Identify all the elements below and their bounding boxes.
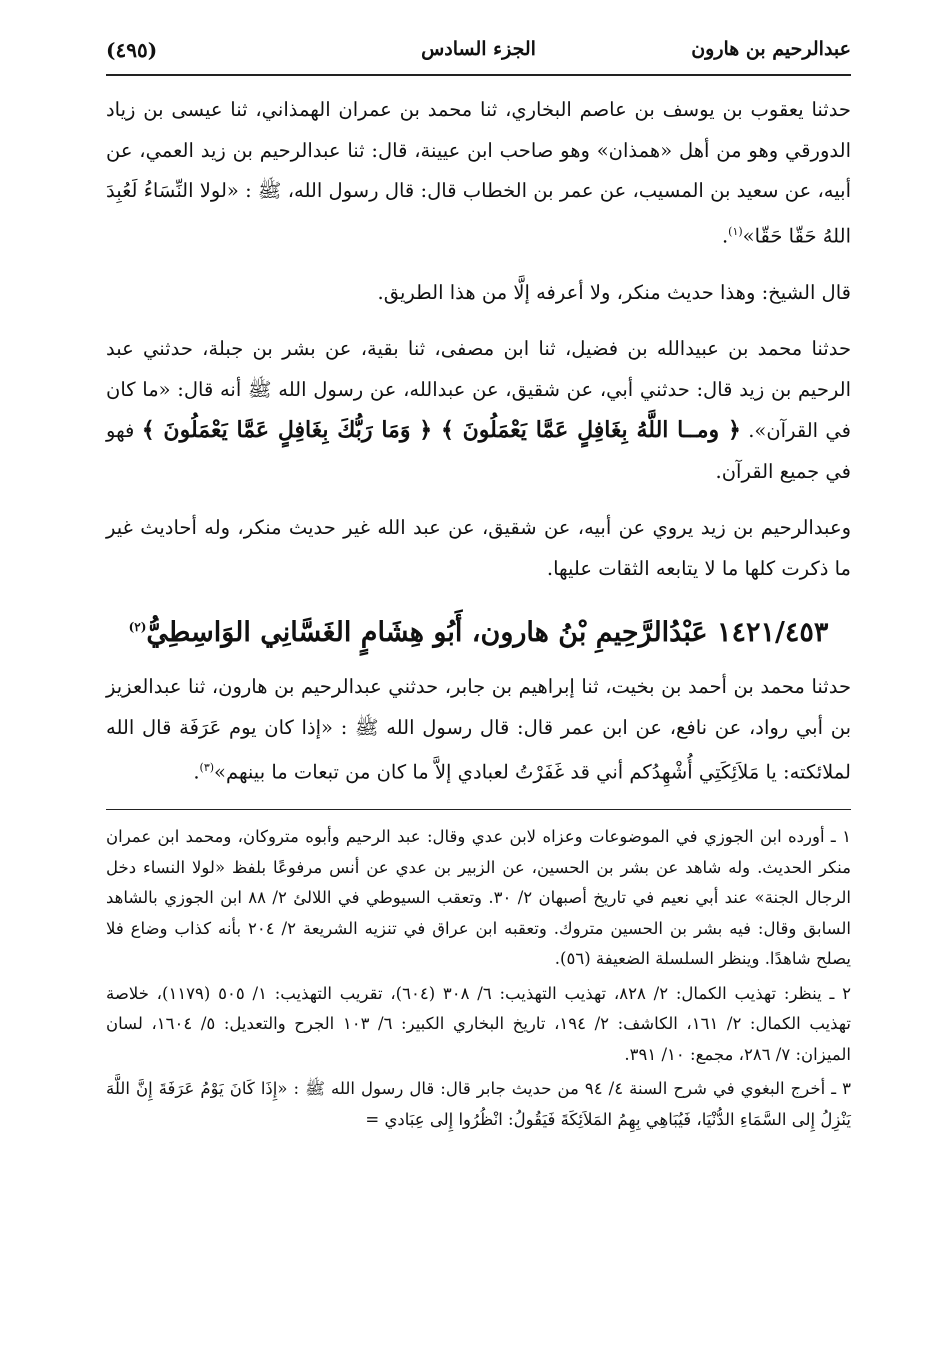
- page-number: (٤٩٥): [106, 38, 158, 62]
- footnote-number: ٢ ـ: [829, 983, 851, 1003]
- volume-title: الجزء السادس: [421, 38, 536, 60]
- footnote-number: ١ ـ: [830, 827, 851, 846]
- paragraph: حدثنا محمد بن أحمد بن بخيت، ثنا إبراهيم بن جابر، حدثني عبدالرحيم بن هارون، ثنا عبدالعزيز بن أبي رواد، عن نافع، عن ابن عمر قال: قال رسول الله ﷺ : «إذا كان يوم عَرَفَة قال الله لملائكته: يا مَلاَئِكَتِي أُشْهِدُكم أني قد غَفَرْتُ لعبادي إلاَّ ما كان من تبعات ما بينهم»$^{(٣)}$.: [106, 675, 851, 784]
- page-header: [106, 30, 851, 76]
- footnote-number: ٣ ـ: [831, 1079, 851, 1098]
- footnote: ٢ ـ ينظر: تهذيب الكمال: ٢/ ٨٢٨، تهذيب التهذيب: ٦/ ٣٠٨ (٦٠٤)، تقريب التهذيب: ١/ ٥٠٥ (١١٧٩)، خلاصة تهذيب الكمال: ٢/ ١٦١، الكاشف: ٢/ ١٩٤، تاريخ البخاري الكبير: ٦/ ١٠٣ الجرح والتعديل: ٥/ ١٦٠٤، لسان الميزان: ٧/ ٢٨٦، مجمع: ١٠/ ٣٩١.: [106, 983, 851, 1064]
- footnote-ref: (٣): [199, 761, 215, 774]
- entry-heading: ١٤٢١/٤٥٣ عَبْدُالرَّحِيمِ بْنُ هارون، أَبُو هِشَامٍ الغَسَّانِي الوَاسِطِيُّ$^{(٢)}$: [128, 617, 829, 648]
- quran-verse: ﴿ ومــا اللَّهُ بِغَافِلٍ عَمَّا يَعْمَلُونَ ﴾ ﴿ وَمَا رَبُّكَ بِغَافِلٍ عَمَّا يَعْمَلُونَ ﴾: [141, 417, 741, 443]
- paragraph: وعبدالرحيم بن زيد يروي عن أبيه، عن شقيق، عن عبد الله غير حديث منكر، وله أحاديث غير ما ذكرت كلها ما لا يتابعه الثقات عليها.: [106, 516, 851, 580]
- footnote-ref: (٢): [128, 620, 147, 634]
- footnote-divider: [106, 809, 851, 810]
- paragraph: حدثنا محمد بن عبيدالله بن فضيل، ثنا ابن مصفى، ثنا بقية، عن بشر بن جبلة، حدثني عبد الرحيم بن زيد قال: حدثني أبي، عن شقيق، عن عبدالله، عن رسول الله ﷺ أنه قال: «ما كان في القرآن». ﴿ ومــا اللَّهُ بِغَافِلٍ عَمَّا يَعْمَلُونَ ﴾ ﴿ وَمَا رَبُّكَ بِغَافِلٍ عَمَّا يَعْمَلُونَ ﴾ فهو في جميع القرآن.: [106, 337, 852, 483]
- footnote: ١ ـ أورده ابن الجوزي في الموضوعات وعزاه لابن عدي وقال: عبد الرحيم وأبوه متروكان، ومحمد ابن عمران منكر الحديث. وله شاهد عن بشر بن الحسين، عن الزبير بن عدي عن أنس مرفوعًا بلفظ «لولا النساء دخل الرجال الجنة» عند أبي نعيم في تاريخ أصبهان ٢/ ٣٠. وتعقب السيوطي في اللالئ ٢/ ٨٨ ابن الجوزي بالشاهد السابق وقال: فيه بشر بن الحسين متروك. وتعقبه ابن عراق في تنزيه الشريعة ٢/ ٢٠٤ بأنه كذاب وضاع فلا يصلح شاهدًا. وينظر السلسلة الضعيفة (٥٦).: [106, 827, 851, 968]
- footnote-ref: (١): [728, 224, 743, 238]
- footnote: ٣ ـ أخرج البغوي في شرح السنة ٤/ ٩٤ من حديث جابر قال: قال رسول الله ﷺ : «إِذَا كَانَ يَوْمُ عَرَفَةَ إِنَّ اللَّهَ يَنْزِلُ إِلى السَّمَاءِ الدُّنْيَا، فَيُبَاهِي بِهِمُ المَلاَئِكَةَ فَيَقُولُ: انْظُرُوا إِلى عِبَادي =: [106, 1079, 851, 1129]
- chapter-title: عبدالرحيم بن هارون: [691, 38, 851, 60]
- paragraph: حدثنا يعقوب بن يوسف بن عاصم البخاري، ثنا محمد بن عمران الهمذاني، ثنا عيسى بن زياد الدورقي وهو من أهل «همذان» وهو صاحب ابن عيينة، قال: ثنا عبدالرحيم بن زيد العمي، عن أبيه، عن سعيد بن المسيب، عن عمر بن الخطاب قال: قال رسول الله، ﷺ : «لولا النِّسَاءُ لَعُبِدَ اللهُ حَقّا حَقّا»$^{(١)}$.: [106, 98, 851, 247]
- paragraph: قال الشيخ: وهذا حديث منكر، ولا أعرفه إلَّا من هذا الطريق.: [377, 280, 851, 304]
- footnotes: [106, 822, 851, 1135]
- main-text: [106, 90, 851, 793]
